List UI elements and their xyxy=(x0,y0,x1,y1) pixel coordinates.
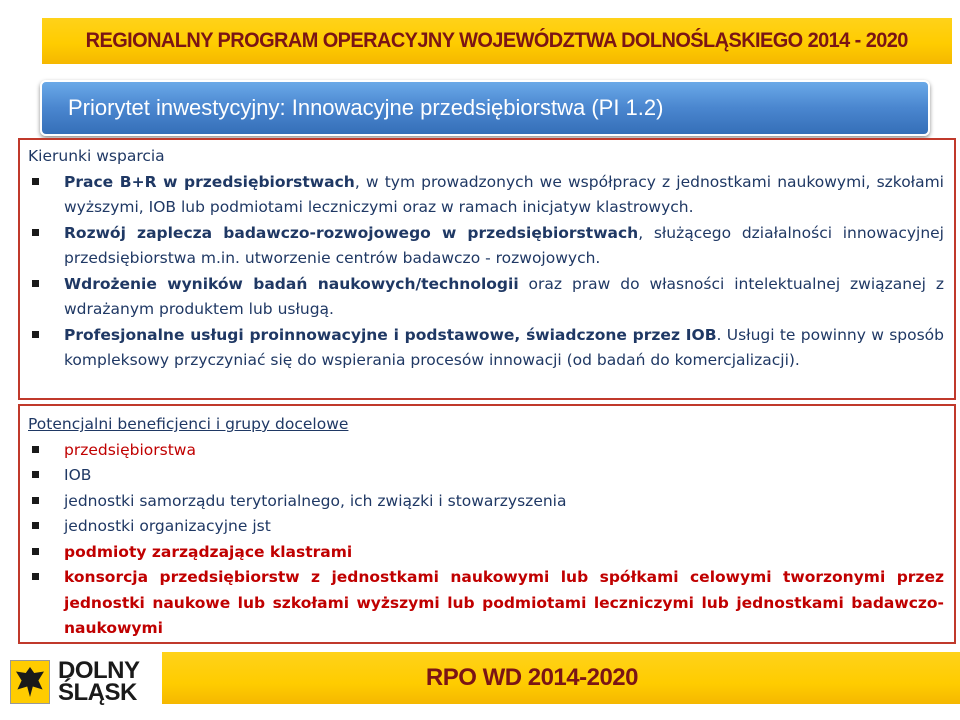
item-text: przedsiębiorstwa xyxy=(64,440,196,459)
list-item xyxy=(28,323,944,374)
square-bullet-icon xyxy=(32,229,39,236)
list-item xyxy=(28,489,944,515)
list-item xyxy=(28,272,944,323)
list-item xyxy=(28,170,944,221)
list-item xyxy=(28,540,944,566)
coat-of-arms-icon xyxy=(10,660,50,704)
list-item xyxy=(28,565,944,642)
item-text: oraz praw do własności intelektualnej związanej z wdrażanym produktem lub usługą. xyxy=(64,274,945,318)
item-bold-text: konsorcja przedsiębiorstw z jednostkami naukowymi lub spółkami celowymi tworzonymi przez jednostki naukowe lub szkołami wyższymi lub podmiotami leczniczymi lub jednostkami badawczo-naukowymi xyxy=(64,568,944,637)
list-item xyxy=(28,221,944,272)
beneficjenci-box xyxy=(18,404,956,644)
item-text: , w tym prowadzonych we współpracy z jednostkami naukowymi, szkołami wyższymi, IOB lub podmiotami leczniczymi oraz w ramach inicjatyw klastrowych. xyxy=(64,172,944,216)
item-bold-text: Prace B+R w przedsiębiorstwach xyxy=(64,172,355,191)
list-item xyxy=(28,514,944,540)
kierunki-list xyxy=(28,170,944,374)
item-bold-text: podmioty zarządzające klastrami xyxy=(64,542,353,561)
square-bullet-icon xyxy=(32,573,39,580)
priority-header xyxy=(40,80,930,136)
rpo-banner xyxy=(162,652,960,704)
list-item xyxy=(28,463,944,489)
eagle-icon xyxy=(16,667,44,697)
square-bullet-icon xyxy=(32,497,39,504)
square-bullet-icon xyxy=(32,280,39,287)
beneficjenci-title: Potencjalni beneficjenci i grupy docelowe xyxy=(28,415,349,433)
kierunki-wsparcia-box xyxy=(18,138,956,400)
item-text: , służącego działalności innowacyjnej przedsiębiorstwa m.in. utworzenie centrów badawczo - rozwojowych. xyxy=(64,223,944,267)
program-title: REGIONALNY PROGRAM OPERACYJNY WOJEWÓDZTWA DOLNOŚLĄSKIEGO 2014 - 2020 xyxy=(85,29,909,52)
item-text: jednostki organizacyjne jst xyxy=(64,517,271,535)
item-text: . Usługi te powinny w sposób kompleksowy przyczyniać się do wspierania procesów innowacji (od badań do komercjalizacji). xyxy=(64,325,944,369)
kierunki-title: Kierunki wsparcia xyxy=(28,147,165,165)
rpo-title: RPO WD 2014-2020 xyxy=(425,664,638,691)
logo-line-1: DOLNY xyxy=(58,657,140,684)
item-bold-text: Wdrożenie wyników badań naukowych/technologii xyxy=(64,274,519,293)
list-item xyxy=(28,438,944,464)
square-bullet-icon xyxy=(32,522,39,529)
square-bullet-icon xyxy=(32,446,39,453)
priority-title: Priorytet inwestycyjny: Innowacyjne przedsiębiorstwa (PI 1.2) xyxy=(68,95,664,120)
square-bullet-icon xyxy=(32,331,39,338)
logo-text xyxy=(58,657,140,706)
beneficjenci-list xyxy=(28,438,944,642)
logo-line-2: ŚLĄSK xyxy=(58,679,137,706)
item-text: IOB xyxy=(64,466,92,484)
square-bullet-icon xyxy=(32,471,39,478)
item-text: jednostki samorządu terytorialnego, ich związki i stowarzyszenia xyxy=(64,491,567,510)
dolny-slask-logo xyxy=(10,656,160,708)
square-bullet-icon xyxy=(32,548,39,555)
item-bold-text: Profesjonalne usługi proinnowacyjne i podstawowe, świadczone przez IOB xyxy=(64,325,717,344)
item-bold-text: Rozwój zaplecza badawczo-rozwojowego w przedsiębiorstwach xyxy=(64,223,639,242)
program-banner xyxy=(42,18,952,64)
square-bullet-icon xyxy=(32,178,39,185)
